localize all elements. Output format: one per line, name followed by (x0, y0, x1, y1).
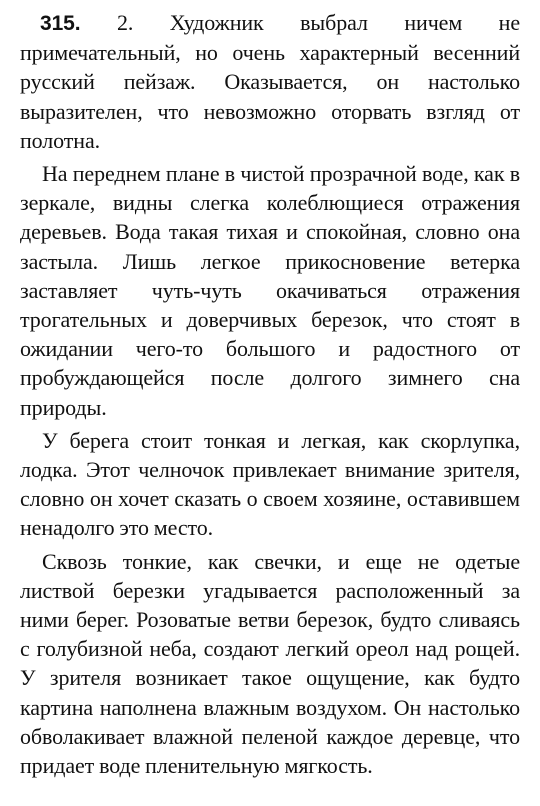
item-number: 2. (116, 10, 134, 35)
paragraph-4: Сквозь тонкие, как свечки, и еще не одетые листвой березки угадывается расположенный за ними берег. Розоватые ветви березок, будто сливаясь с голубизной неба, создают легкий ореол над рощей. У зрителя возникает такое ощущение, как будто картина наполнена влажным воздухом. Он настолько обволакивает влажной пеленой каждое деревце, что придает воде пленительную мягкость. (20, 548, 520, 779)
paragraph-3: У берега стоит тонкая и легкая, как скорлупка, лодка. Этот челночок привлекает внимание зрителя, словно он хочет сказать о своем хозяине, оставившем ненадолго это место. (20, 427, 520, 541)
paragraph-2: На переднем плане в чистой прозрачной воде, как в зеркале, видны слегка колеблющиеся отражения деревьев. Вода такая тихая и спокойная, словно она застыла. Лишь легкое прикосновение ветерка заставляет чуть-чуть окачиваться отражения трогательных и доверчивых березок, что стоят в ожидании чего-то большого и радостного от пробуждающейся после долгого зимнего сна природы. (20, 161, 520, 420)
paragraph-1-text: Художник выбрал ничем не примечательный, но очень характерный весенний русский пейзаж. Оказывается, он настолько выразителен, что невозможно оторвать взгляд от полотна. (20, 10, 520, 153)
paragraph-1 (20, 8, 520, 155)
exercise-number: 315. (40, 12, 81, 35)
